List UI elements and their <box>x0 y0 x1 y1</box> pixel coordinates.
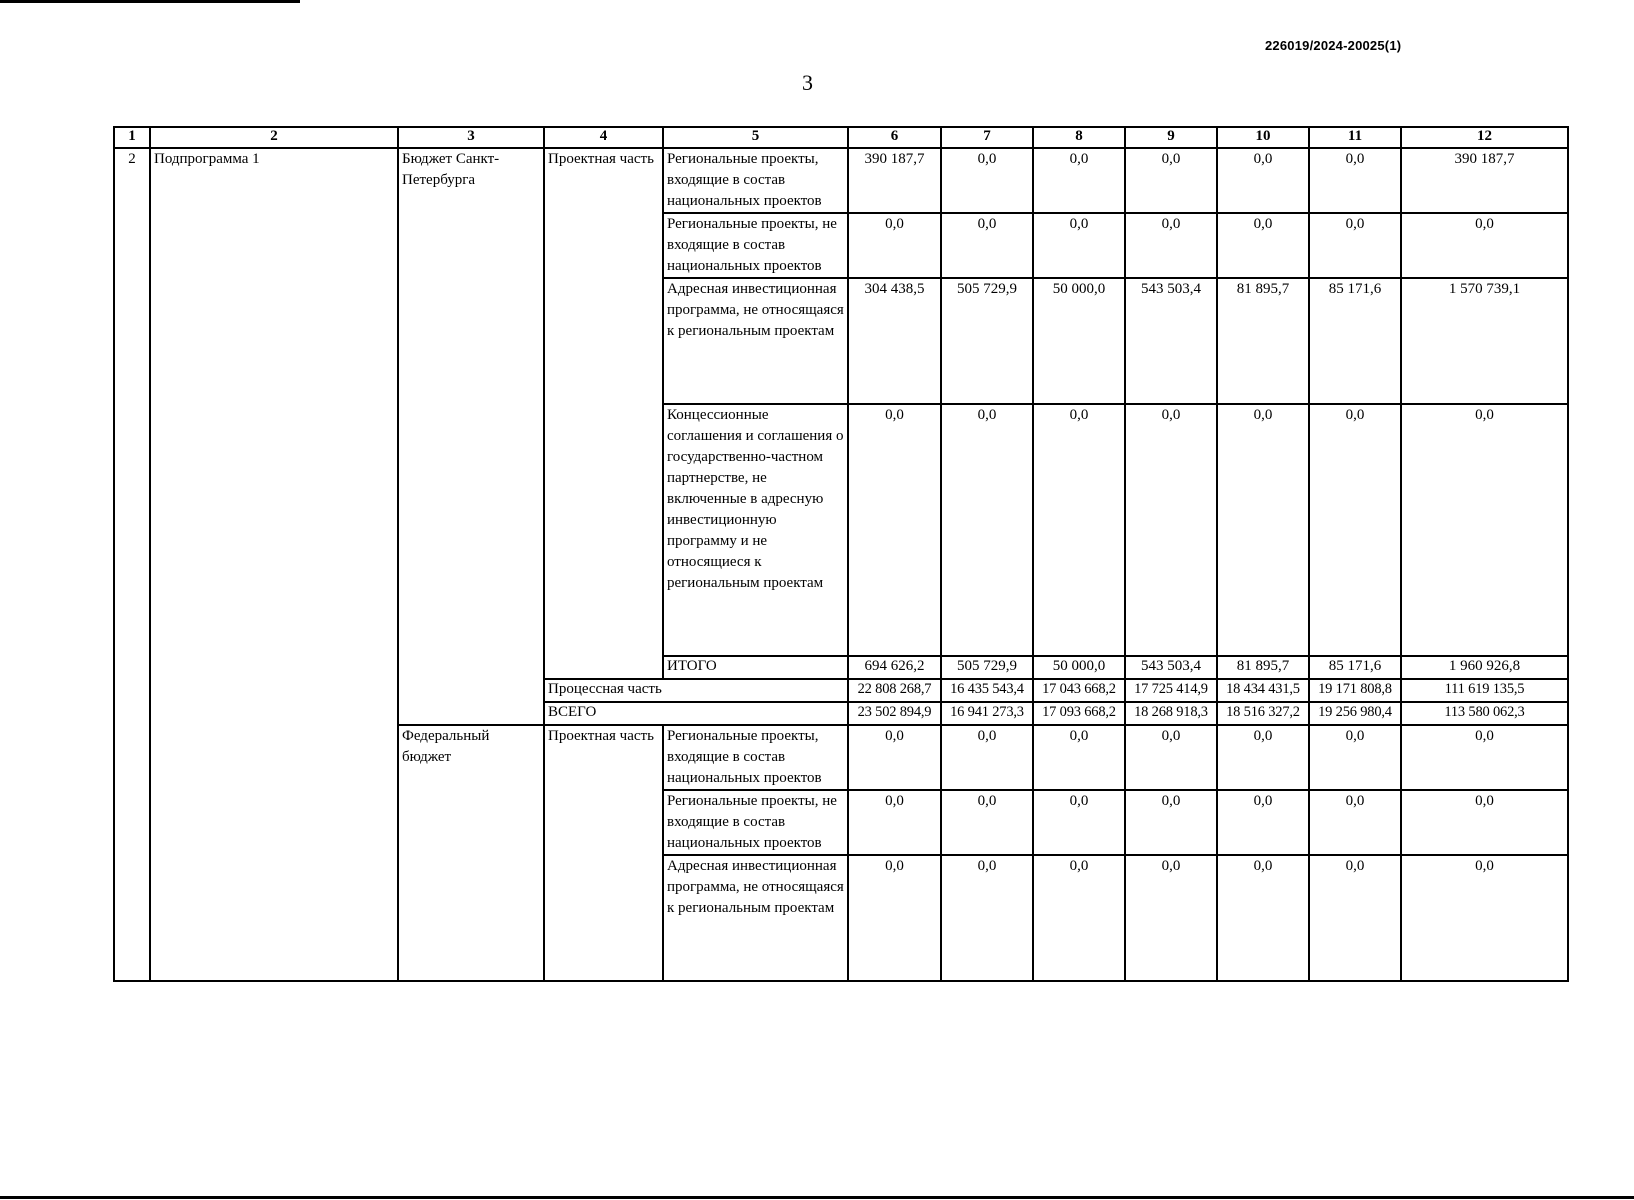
value-cell: 0,0 <box>1217 404 1309 656</box>
itogo-value: 694 626,2 <box>848 656 941 679</box>
bottom-scan-line <box>0 1196 1634 1199</box>
value-cell: 0,0 <box>941 213 1033 278</box>
value-cell: 0,0 <box>1309 855 1401 981</box>
col-header: 5 <box>663 127 848 148</box>
project-part: Проектная часть <box>544 148 663 679</box>
col-header: 10 <box>1217 127 1309 148</box>
value-cell: 0,0 <box>1217 148 1309 213</box>
col-header: 12 <box>1401 127 1568 148</box>
value-cell: 0,0 <box>848 404 941 656</box>
category-cell: Региональные проекты, не входящие в состав национальных проектов <box>663 790 848 855</box>
itogo-value: 505 729,9 <box>941 656 1033 679</box>
value-cell: 0,0 <box>1125 725 1217 790</box>
value-cell: 390 187,7 <box>848 148 941 213</box>
page-number: 3 <box>802 70 813 95</box>
value-cell: 0,0 <box>1033 404 1125 656</box>
value-cell: 390 187,7 <box>1401 148 1568 213</box>
value-cell: 0,0 <box>1033 855 1125 981</box>
value-cell: 0,0 <box>1401 855 1568 981</box>
value-cell: 0,0 <box>1125 404 1217 656</box>
itogo-value: 543 503,4 <box>1125 656 1217 679</box>
value-cell: 0,0 <box>941 725 1033 790</box>
value-cell: 0,0 <box>1309 213 1401 278</box>
budget-table <box>113 126 1569 982</box>
vsego-value: 16 941 273,3 <box>941 702 1033 725</box>
value-cell: 0,0 <box>1401 725 1568 790</box>
value-cell: 0,0 <box>1309 148 1401 213</box>
value-cell: 505 729,9 <box>941 278 1033 404</box>
process-value: 22 808 268,7 <box>848 679 941 702</box>
vsego-value: 23 502 894,9 <box>848 702 941 725</box>
funding-source: Федеральный бюджет <box>398 725 544 981</box>
value-cell: 85 171,6 <box>1309 278 1401 404</box>
category-cell: Концессионные соглашения и соглашения о государственно-частном партнерстве, не включенные в адресную инвестиционную программу и не относящиеся к региональным проектам <box>663 404 848 656</box>
col-header: 3 <box>398 127 544 148</box>
value-cell: 0,0 <box>941 790 1033 855</box>
vsego-value: 113 580 062,3 <box>1401 702 1568 725</box>
itogo-label: ИТОГО <box>663 656 848 679</box>
value-cell: 543 503,4 <box>1125 278 1217 404</box>
category-cell: Адресная инвестиционная программа, не относящаяся к региональным проектам <box>663 278 848 404</box>
value-cell: 0,0 <box>1217 725 1309 790</box>
value-cell: 0,0 <box>1033 725 1125 790</box>
value-cell: 0,0 <box>941 855 1033 981</box>
value-cell: 0,0 <box>1309 790 1401 855</box>
document-id: 226019/2024-20025(1) <box>1265 38 1402 53</box>
value-cell: 0,0 <box>1401 213 1568 278</box>
value-cell: 0,0 <box>1309 725 1401 790</box>
header-row <box>114 127 1568 148</box>
itogo-value: 85 171,6 <box>1309 656 1401 679</box>
process-value: 18 434 431,5 <box>1217 679 1309 702</box>
process-value: 17 725 414,9 <box>1125 679 1217 702</box>
category-cell: Региональные проекты, не входящие в состав национальных проектов <box>663 213 848 278</box>
process-value: 16 435 543,4 <box>941 679 1033 702</box>
value-cell: 0,0 <box>1401 404 1568 656</box>
value-cell: 1 570 739,1 <box>1401 278 1568 404</box>
process-value: 19 171 808,8 <box>1309 679 1401 702</box>
col-header: 8 <box>1033 127 1125 148</box>
top-scan-line <box>0 0 300 3</box>
col-header: 2 <box>150 127 398 148</box>
value-cell: 0,0 <box>941 148 1033 213</box>
value-cell: 304 438,5 <box>848 278 941 404</box>
value-cell: 0,0 <box>848 725 941 790</box>
col-header: 6 <box>848 127 941 148</box>
col-header: 11 <box>1309 127 1401 148</box>
col-header: 9 <box>1125 127 1217 148</box>
program-name: Подпрограмма 1 <box>150 148 398 981</box>
value-cell: 81 895,7 <box>1217 278 1309 404</box>
col-header: 7 <box>941 127 1033 148</box>
value-cell: 0,0 <box>1033 148 1125 213</box>
funding-source: Бюджет Санкт-Петербурга <box>398 148 544 725</box>
process-value: 17 043 668,2 <box>1033 679 1125 702</box>
row-index: 2 <box>114 148 150 981</box>
itogo-value: 81 895,7 <box>1217 656 1309 679</box>
category-cell: Адресная инвестиционная программа, не относящаяся к региональным проектам <box>663 855 848 981</box>
vsego-value: 17 093 668,2 <box>1033 702 1125 725</box>
itogo-value: 1 960 926,8 <box>1401 656 1568 679</box>
value-cell: 0,0 <box>1401 790 1568 855</box>
value-cell: 50 000,0 <box>1033 278 1125 404</box>
value-cell: 0,0 <box>848 790 941 855</box>
category-cell: Региональные проекты, входящие в состав национальных проектов <box>663 148 848 213</box>
category-cell: Региональные проекты, входящие в состав национальных проектов <box>663 725 848 790</box>
process-label: Процессная часть <box>544 679 848 702</box>
value-cell: 0,0 <box>848 855 941 981</box>
vsego-value: 18 268 918,3 <box>1125 702 1217 725</box>
value-cell: 0,0 <box>1125 855 1217 981</box>
table-row <box>114 148 1568 213</box>
value-cell: 0,0 <box>1309 404 1401 656</box>
value-cell: 0,0 <box>1217 855 1309 981</box>
value-cell: 0,0 <box>848 213 941 278</box>
value-cell: 0,0 <box>1125 790 1217 855</box>
value-cell: 0,0 <box>941 404 1033 656</box>
value-cell: 0,0 <box>1033 790 1125 855</box>
process-value: 111 619 135,5 <box>1401 679 1568 702</box>
value-cell: 0,0 <box>1033 213 1125 278</box>
project-part: Проектная часть <box>544 725 663 981</box>
value-cell: 0,0 <box>1125 148 1217 213</box>
itogo-value: 50 000,0 <box>1033 656 1125 679</box>
value-cell: 0,0 <box>1217 213 1309 278</box>
value-cell: 0,0 <box>1125 213 1217 278</box>
vsego-label: ВСЕГО <box>544 702 848 725</box>
vsego-value: 18 516 327,2 <box>1217 702 1309 725</box>
col-header: 1 <box>114 127 150 148</box>
value-cell: 0,0 <box>1217 790 1309 855</box>
col-header: 4 <box>544 127 663 148</box>
vsego-value: 19 256 980,4 <box>1309 702 1401 725</box>
